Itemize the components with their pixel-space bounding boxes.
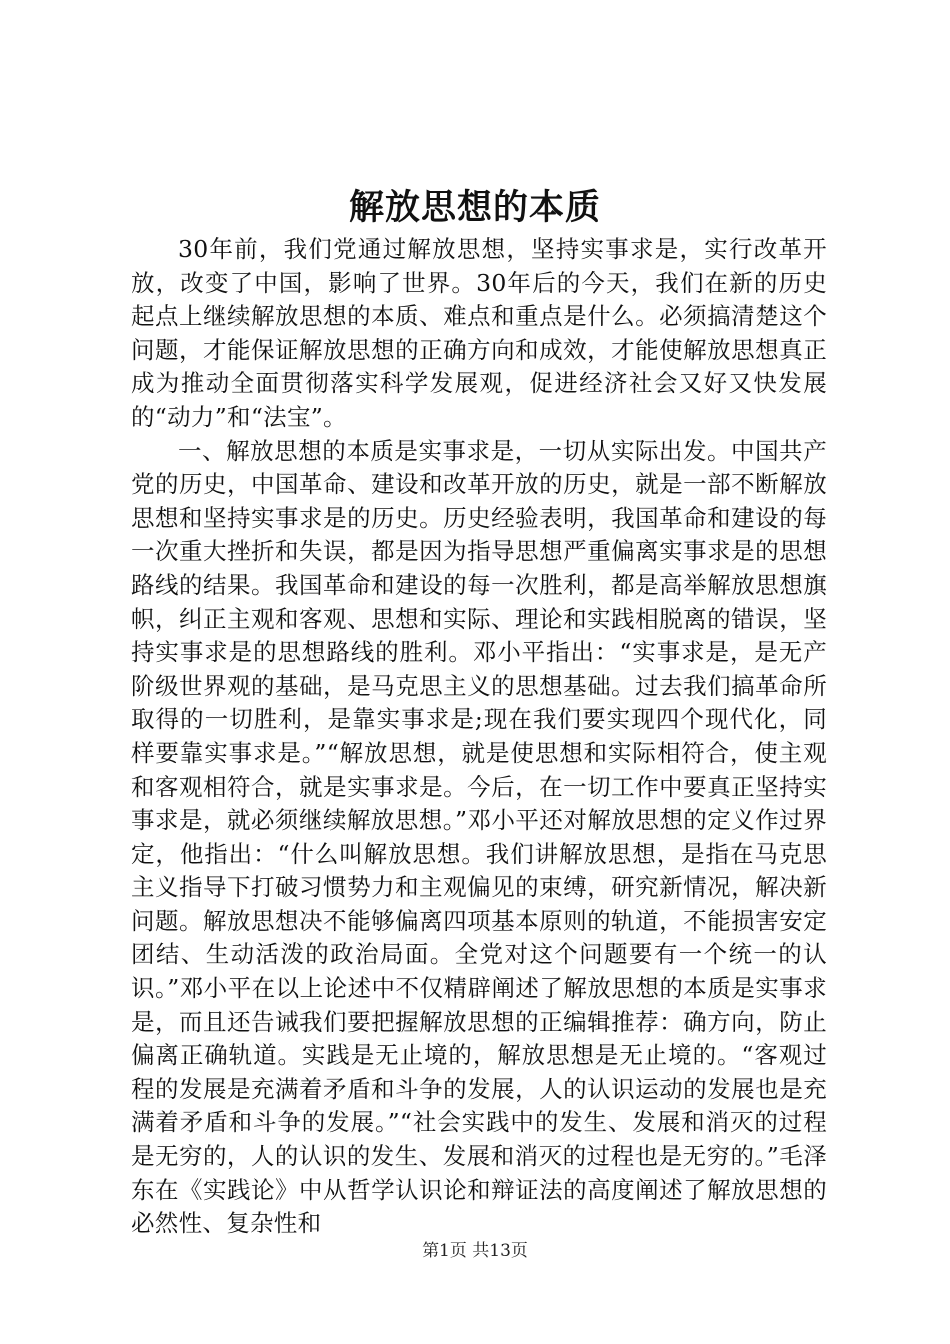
page-number-footer: 第1页 共13页 xyxy=(422,1241,528,1261)
paragraph-1: 30年前，我们党通过解放思想，坚持实事求是，实行改革开放，改变了中国，影响了世界。30年后的今天，我们在新的历史起点上继续解放思想的本质、难点和重点是什么。必须搞清楚这个问题，才能保证解放思想的正确方向和成效，才能使解放思想真正成为推动全面贯彻落实科学发展观，促进经济社会又好又快发展的“动力”和“法宝”。 xyxy=(131,235,827,431)
document-body xyxy=(131,233,827,1241)
paragraph-2: 一、解放思想的本质是实事求是，一切从实际出发。中国共产党的历史，中国革命、建设和改革开放的历史，就是一部不断解放思想和坚持实事求是的历史。历史经验表明，我国革命和建设的每一次重大挫折和失误，都是因为指导思想严重偏离实事求是的思想路线的结果。我国革命和建设的每一次胜利，都是高举解放思想旗帜，纠正主观和客观、思想和实际、理论和实践相脱离的错误，坚持实事求是的思想路线的胜利。邓小平指出：“实事求是，是无产阶级世界观的基础，是马克思主义的思想基础。过去我们搞革命所取得的一切胜利，是靠实事求是;现在我们要实现四个现代化，同样要靠实事求是。”“解放思想，就是使思想和实际相符合，使主观和客观相符合，就是实事求是。今后，在一切工作中要真正坚持实事求是，就必须继续解放思想。”邓小平还对解放思想的定义作过界定，他指出：“什么叫解放思想。我们讲解放思想，是指在马克思主义指导下打破习惯势力和主观偏见的束缚，研究新情况，解决新问题。解放思想决不能够偏离四项基本原则的轨道，不能损害安定团结、生动活泼的政治局面。全党对这个问题要有一个统一的认识。”邓小平在以上论述中不仅精辟阐述了解放思想的本质是实事求是，而且还告诫我们要把握解放思想的正编辑推荐：确方向，防止偏离正确轨道。实践是无止境的，解放思想是无止境的。“客观过程的发展是充满着矛盾和斗争的发展，人的认识运动的发展也是充满着矛盾和斗争的发展。”“社会实践中的发生、发展和消灭的过程是无穷的，人的认识的发生、发展和消灭的过程也是无穷的。”毛泽东在《实践论》中从哲学认识论和辩证法的高度阐述了解放思想的必然性、复杂性和 xyxy=(131,436,827,1238)
document-title: 解放思想的本质 xyxy=(348,187,601,228)
